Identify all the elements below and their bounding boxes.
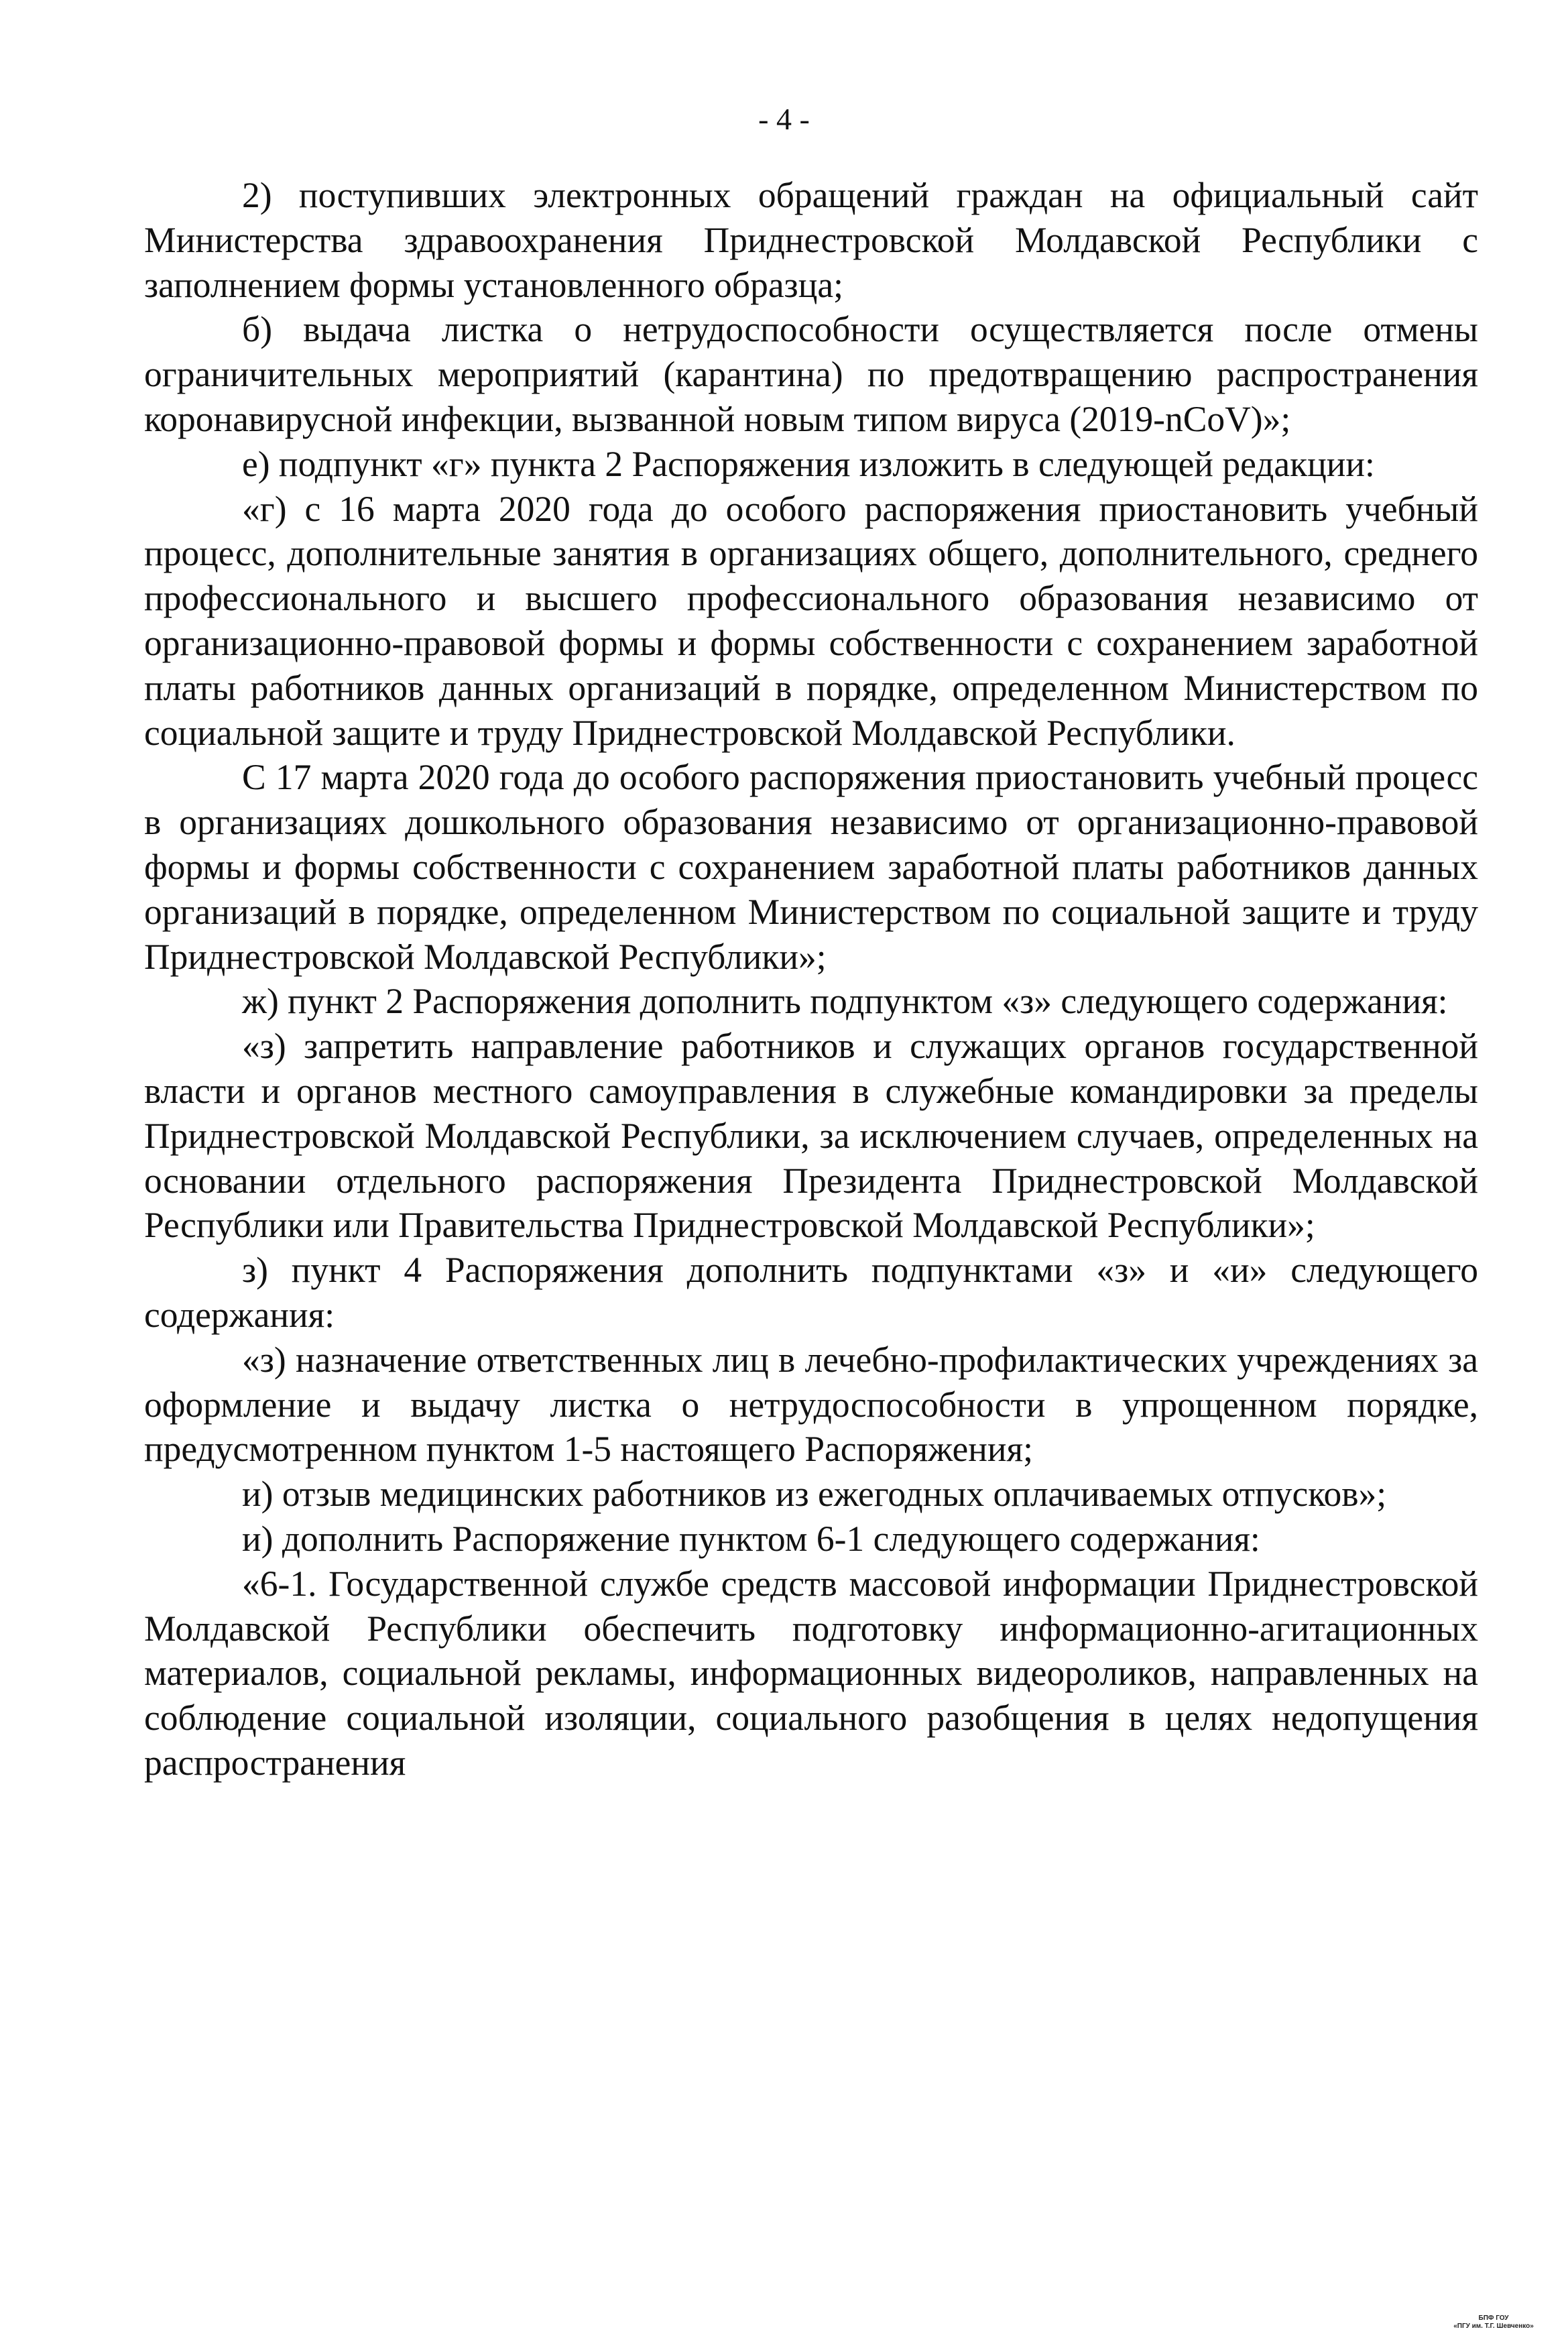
paragraph-2: б) выдача листка о нетрудоспособности осуществляется после отмены ограничительных мероприятий (карантина) по предотвращению распространения коронавирусной инфекции, вызванной новым типом вируса (2019-nCoV)»; xyxy=(144,309,1478,439)
document-body xyxy=(144,173,1478,1785)
paragraph-7: «з) запретить направление работников и служащих органов государственной власти и органов местного самоуправления в служебные командировки за пределы Приднестровской Молдавской Республики, за исключением случаев, определенных на основании отдельного распоряжения Президента Приднестровской Молдавской Республики или Правительства Приднестровской Молдавской Республики»; xyxy=(144,1026,1478,1246)
library-stamp xyxy=(1433,2314,1554,2331)
paragraph-9: «з) назначение ответственных лиц в лечебно-профилактических учреждениях за оформление и выдачу листка о нетрудоспособности в упрощенном порядке, предусмотренном пунктом 1-5 настоящего Распоряжения; xyxy=(144,1339,1478,1470)
paragraph-4: «г) с 16 марта 2020 года до особого распоряжения приостановить учебный процесс, дополнительные занятия в организациях общего, дополнительного, среднего профессионального и высшего профессионального образования независимо от организационно-правовой формы и формы собственности с сохранением заработной платы работников данных организаций в порядке, определенном Министерством по социальной защите и труду Приднестровской Молдавской Республики. xyxy=(144,488,1478,753)
stamp-line-2: «ПГУ им. Т.Г. Шевченко» xyxy=(1453,2322,1534,2330)
paragraph-8: з) пункт 4 Распоряжения дополнить подпунктами «з» и «и» следующего содержания: xyxy=(144,1250,1478,1335)
paragraph-3: е) подпункт «г» пункта 2 Распоряжения изложить в следующей редакции: xyxy=(242,443,1375,484)
paragraph-1: 2) поступивших электронных обращений граждан на официальный сайт Министерства здравоохранения Приднестровской Молдавской Республики с заполнением формы установленного образца; xyxy=(144,175,1478,305)
stamp-line-1: БПФ ГОУ xyxy=(1478,2314,1509,2322)
paragraph-10: и) отзыв медицинских работников из ежегодных оплачиваемых отпусков»; xyxy=(242,1474,1387,1515)
paragraph-6: ж) пункт 2 Распоряжения дополнить подпунктом «з» следующего содержания: xyxy=(242,981,1448,1022)
page-number: - 4 - xyxy=(758,102,810,136)
paragraph-5: С 17 марта 2020 года до особого распоряжения приостановить учебный процесс в организациях дошкольного образования независимо от организационно-правовой формы и формы собственности с сохранением заработной платы работников данных организаций в порядке, определенном Министерством по социальной защите и труду Приднестровской Молдавской Республики»; xyxy=(144,757,1478,977)
paragraph-12: «6-1. Государственной службе средств массовой информации Приднестровской Молдавской Республики обеспечить подготовку информационно-агитационных материалов, социальной рекламы, информационных видеороликов, направленных на соблюдение социальной изоляции, социального разобщения в целях недопущения распространения xyxy=(144,1563,1478,1783)
paragraph-11: и) дополнить Распоряжение пунктом 6-1 следующего содержания: xyxy=(242,1518,1260,1559)
